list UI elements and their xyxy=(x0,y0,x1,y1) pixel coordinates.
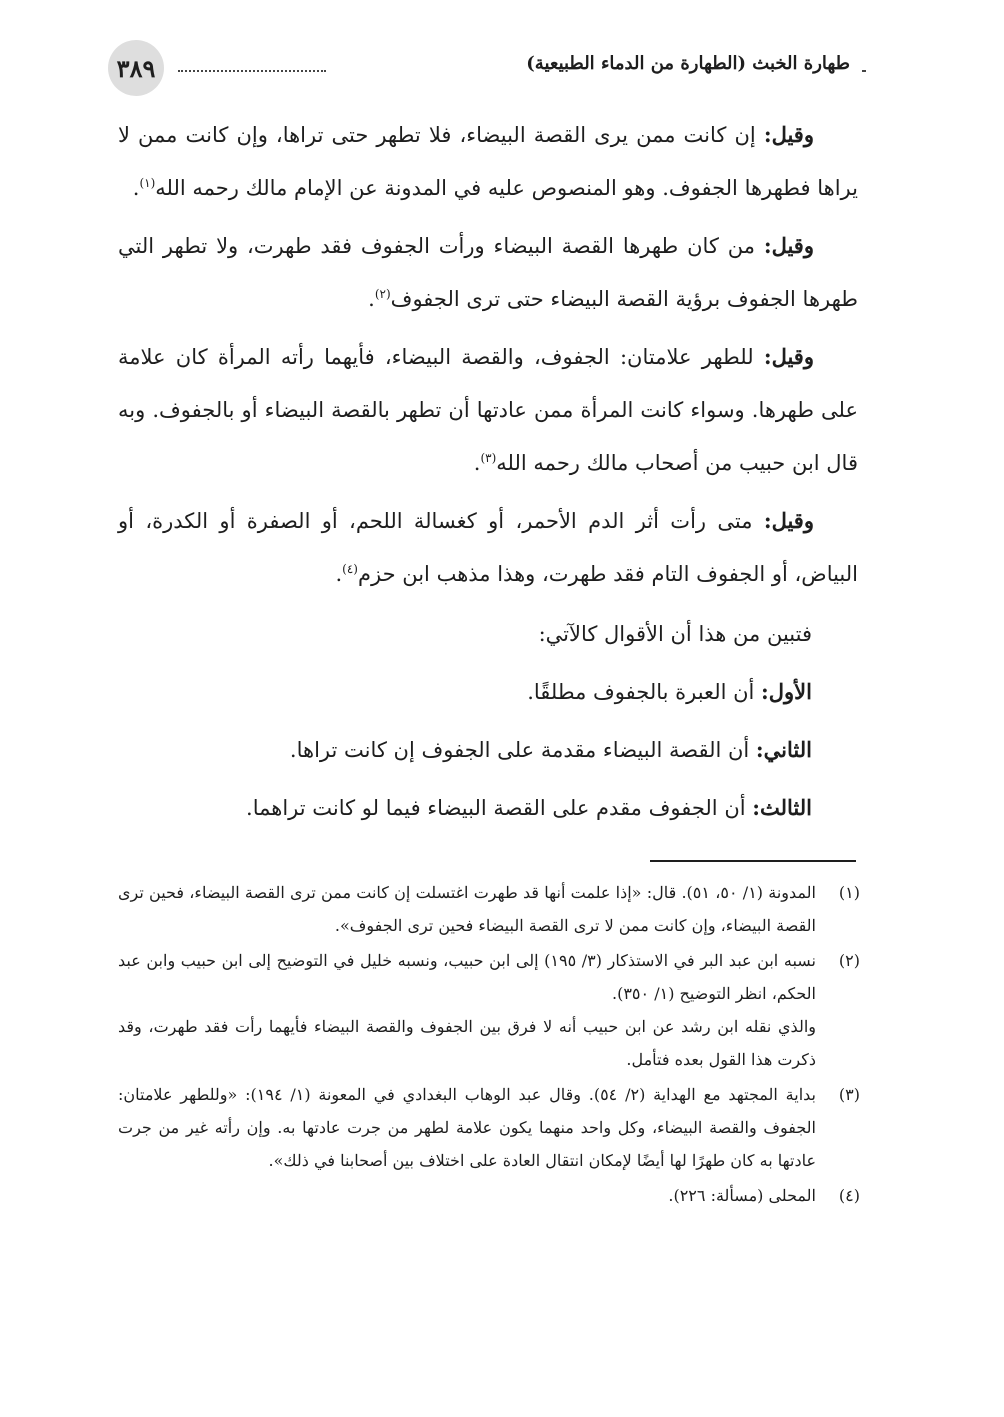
paragraph xyxy=(118,494,858,601)
footnote-number: (٢) xyxy=(838,951,860,970)
paragraph xyxy=(118,108,858,215)
footnote-text xyxy=(118,944,816,1076)
footnotes xyxy=(118,876,860,1214)
header-leader-dots xyxy=(178,70,326,72)
list-item xyxy=(118,779,858,837)
list-item-text: أن القصة البيضاء مقدمة على الجفوف إن كانت تراها. xyxy=(289,738,756,762)
list-item-lead: الثالث: xyxy=(752,795,812,820)
footnote xyxy=(118,1179,860,1212)
paragraph-text: متى رأت أثر الدم الأحمر، أو كغسالة اللحم، أو الصفرة أو الكدرة، أو البياض، أو الجفوف التام فقد طهرت، وهذا مذهب ابن حزم xyxy=(118,509,858,586)
footnote-text xyxy=(118,876,816,942)
paragraph-lead: وقيل: xyxy=(763,508,814,533)
paragraph-end: . xyxy=(473,451,481,475)
summary-intro: فتبين من هذا أن الأقوال كالآتي: xyxy=(538,622,812,646)
paragraph-lead: وقيل: xyxy=(763,344,814,369)
list-item-lead: الأول: xyxy=(761,679,812,704)
footnote-ref[interactable]: (١) xyxy=(139,176,156,190)
footnote-separator xyxy=(650,860,856,862)
footnote-text xyxy=(118,1179,816,1212)
footnote-number: (٣) xyxy=(838,1085,860,1104)
paragraph-lead: وقيل: xyxy=(763,233,814,258)
paragraph-end: . xyxy=(335,562,343,586)
footnote-line: المدونة (١/ ٥٠، ٥١). قال: «إذا علمت أنها قد طهرت اغتسلت إن كانت ممن ترى القصة البيضاء، فحين ترى القصة البيضاء، وإن كانت ممن لا ترى القصة البيضاء فحين ترى الجفوف». xyxy=(118,883,816,935)
header-leader-right xyxy=(862,70,866,72)
list-item xyxy=(118,721,858,779)
footnote xyxy=(118,876,860,942)
list-item-text: أن الجفوف مقدم على القصة البيضاء فيما لو كانت تراهما. xyxy=(246,796,753,820)
running-title: طهارة الخبث (الطهارة من الدماء الطبيعية) xyxy=(526,53,850,74)
footnote xyxy=(118,1078,860,1177)
footnote-line: بداية المجتهد مع الهداية (٢/ ٥٤). وقال عبد الوهاب البغدادي في المعونة (١/ ١٩٤): «وللطهر علامتان: الجفوف والقصة البيضاء، وكل واحد منهما يكون علامة لطهر من جرت عادتها به. وإن رأته غير من جرت عادتها به كان طهرًا لها أيضًا لإمكان انتقال العادة على اختلاف بين أصحابنا في ذلك». xyxy=(118,1085,816,1170)
paragraph-text: إن كانت ممن يرى القصة البيضاء، فلا تطهر حتى تراها، وإن كانت ممن لا يراها فطهرها الجفوف. وهو المنصوص عليه في المدونة عن الإمام مالك رحمه الله xyxy=(118,123,858,200)
footnote-line: والذي نقله ابن رشد عن ابن حبيب أنه لا فرق بين الجفوف والقصة البيضاء فأيهما رأت فقد طهرت، وقد ذكرت هذا القول بعده فتأمل. xyxy=(118,1017,816,1069)
paragraph xyxy=(118,330,858,490)
paragraph-end: . xyxy=(132,176,140,200)
footnote-text xyxy=(118,1078,816,1177)
list-item xyxy=(118,663,858,721)
list-item-lead: الثاني: xyxy=(755,737,812,762)
list-item-text: أن العبرة بالجفوف مطلقًا. xyxy=(527,680,762,704)
footnote-ref[interactable]: (٤) xyxy=(342,562,358,576)
page-header xyxy=(108,40,860,100)
paragraph-lead: وقيل: xyxy=(763,122,814,147)
footnote-line: نسبه ابن عبد البر في الاستذكار (٣/ ١٩٥) إلى ابن حبيب، ونسبه خليل في التوضيح إلى ابن حبيب وابن عبد الحكم، انظر التوضيح (١/ ٣٥٠). xyxy=(118,951,816,1003)
paragraph-text: من كان طهرها القصة البيضاء ورأت الجفوف فقد طهرت، ولا تطهر التي طهرها الجفوف برؤية القصة البيضاء حتى ترى الجفوف xyxy=(118,234,858,311)
footnote xyxy=(118,944,860,1076)
footnote-number: (١) xyxy=(838,883,860,902)
footnote-ref[interactable]: (٢) xyxy=(374,287,391,301)
footnote-ref[interactable]: (٣) xyxy=(480,451,497,465)
footnote-line: المحلى (مسألة: ٢٢٦). xyxy=(668,1186,816,1205)
paragraph-end: . xyxy=(368,287,375,311)
paragraph xyxy=(118,219,858,326)
page-number: ٣٨٩ xyxy=(108,40,164,96)
paragraph-text: للطهر علامتان: الجفوف، والقصة البيضاء، فأيهما رأته المرأة كان علامة على طهرها. وسواء كانت المرأة ممن عادتها أن تطهر بالقصة البيضاء أو بالجفوف. وبه قال ابن حبيب من أصحاب مالك رحمه الله xyxy=(118,345,858,475)
footnote-number: (٤) xyxy=(838,1186,860,1205)
body-text xyxy=(118,108,858,837)
